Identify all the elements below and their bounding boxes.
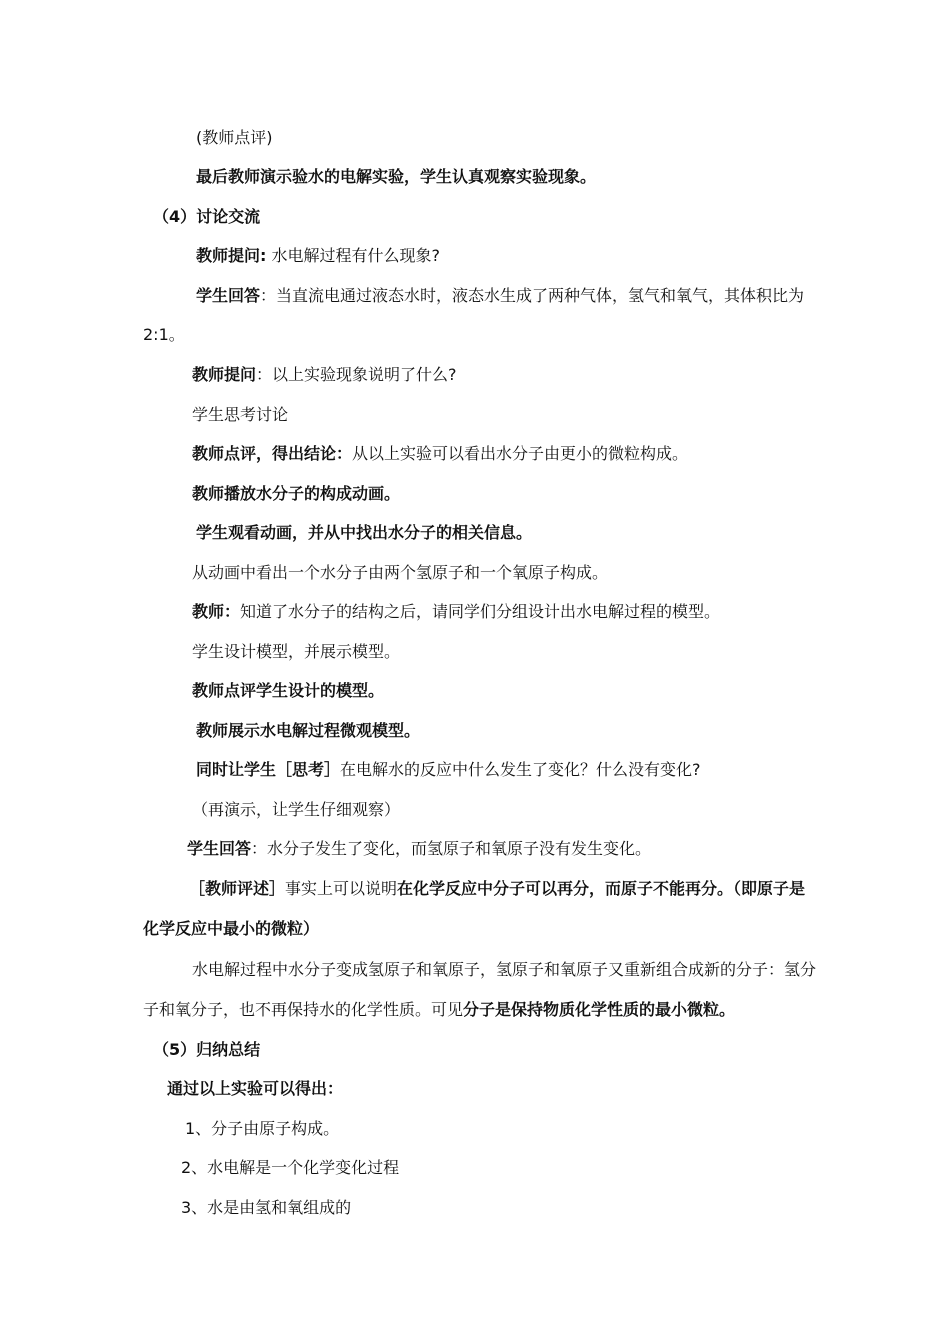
line-animation-result: 从动画中看出一个水分子由两个氢原子和一个氧原子构成。 xyxy=(192,563,609,582)
line-think-question: 同时让学生［思考］在电解水的反应中什么发生了变化？什么没有变化? xyxy=(196,760,701,779)
list-item-1: 1、分子由原子构成。 xyxy=(185,1119,340,1138)
line-electrolysis-explanation: 水电解过程中水分子变成氢原子和氧原子，氢原子和氧原子又重新组合成新的分子：氢分 xyxy=(192,960,817,979)
line-teacher-review-model: 教师点评学生设计的模型。 xyxy=(192,681,385,700)
list-item-3: 3、水是由氢和氧组成的 xyxy=(181,1198,352,1217)
line-teacher-comment: (教师点评) xyxy=(196,128,273,147)
line-student-answer-2: 学生回答：水分子发生了变化，而氢原子和氧原子没有发生变化。 xyxy=(187,839,652,858)
line-student-answer-1: 学生回答：当直流电通过液态水时，液态水生成了两种气体，氢气和氧气，其体积比为 xyxy=(196,286,805,305)
line-play-animation: 教师播放水分子的构成动画。 xyxy=(192,484,401,503)
line-smallest-particle: 化学反应中最小的微粒） xyxy=(143,919,320,938)
line-teacher-show-model: 教师展示水电解过程微观模型。 xyxy=(196,721,421,740)
line-teacher-question-2: 教师提问：以上实验现象说明了什么? xyxy=(192,365,457,384)
line-redemo: （再演示，让学生仔细观察） xyxy=(192,800,401,819)
line-ratio: 2:1。 xyxy=(143,325,185,344)
line-student-model: 学生设计模型，并展示模型。 xyxy=(192,642,401,661)
line-teacher-model-task: 教师：知道了水分子的结构之后，请同学们分组设计出水电解过程的模型。 xyxy=(192,602,721,621)
list-item-2: 2、水电解是一个化学变化过程 xyxy=(181,1158,400,1177)
line-watch-animation: 学生观看动画，并从中找出水分子的相关信息。 xyxy=(196,523,533,542)
line-student-discussion: 学生思考讨论 xyxy=(192,405,289,424)
line-teacher-summary: ［教师评述］事实上可以说明在化学反应中分子可以再分，而原子不能再分。（即原子是 xyxy=(189,879,806,898)
section-heading-summary: （5）归纳总结 xyxy=(153,1040,261,1059)
line-molecule-definition: 子和氧分子，也不再保持水的化学性质。可见分子是保持物质化学性质的最小微粒。 xyxy=(143,1000,736,1019)
section-heading-discussion: （4）讨论交流 xyxy=(153,207,261,226)
line-demo-experiment: 最后教师演示验水的电解实验，学生认真观察实验现象。 xyxy=(196,167,597,186)
line-teacher-conclusion: 教师点评，得出结论：从以上实验可以看出水分子由更小的微粒构成。 xyxy=(192,444,689,463)
line-conclusion-intro: 通过以上实验可以得出： xyxy=(167,1079,344,1098)
line-teacher-question-1: 教师提问: 水电解过程有什么现象? xyxy=(196,246,440,265)
